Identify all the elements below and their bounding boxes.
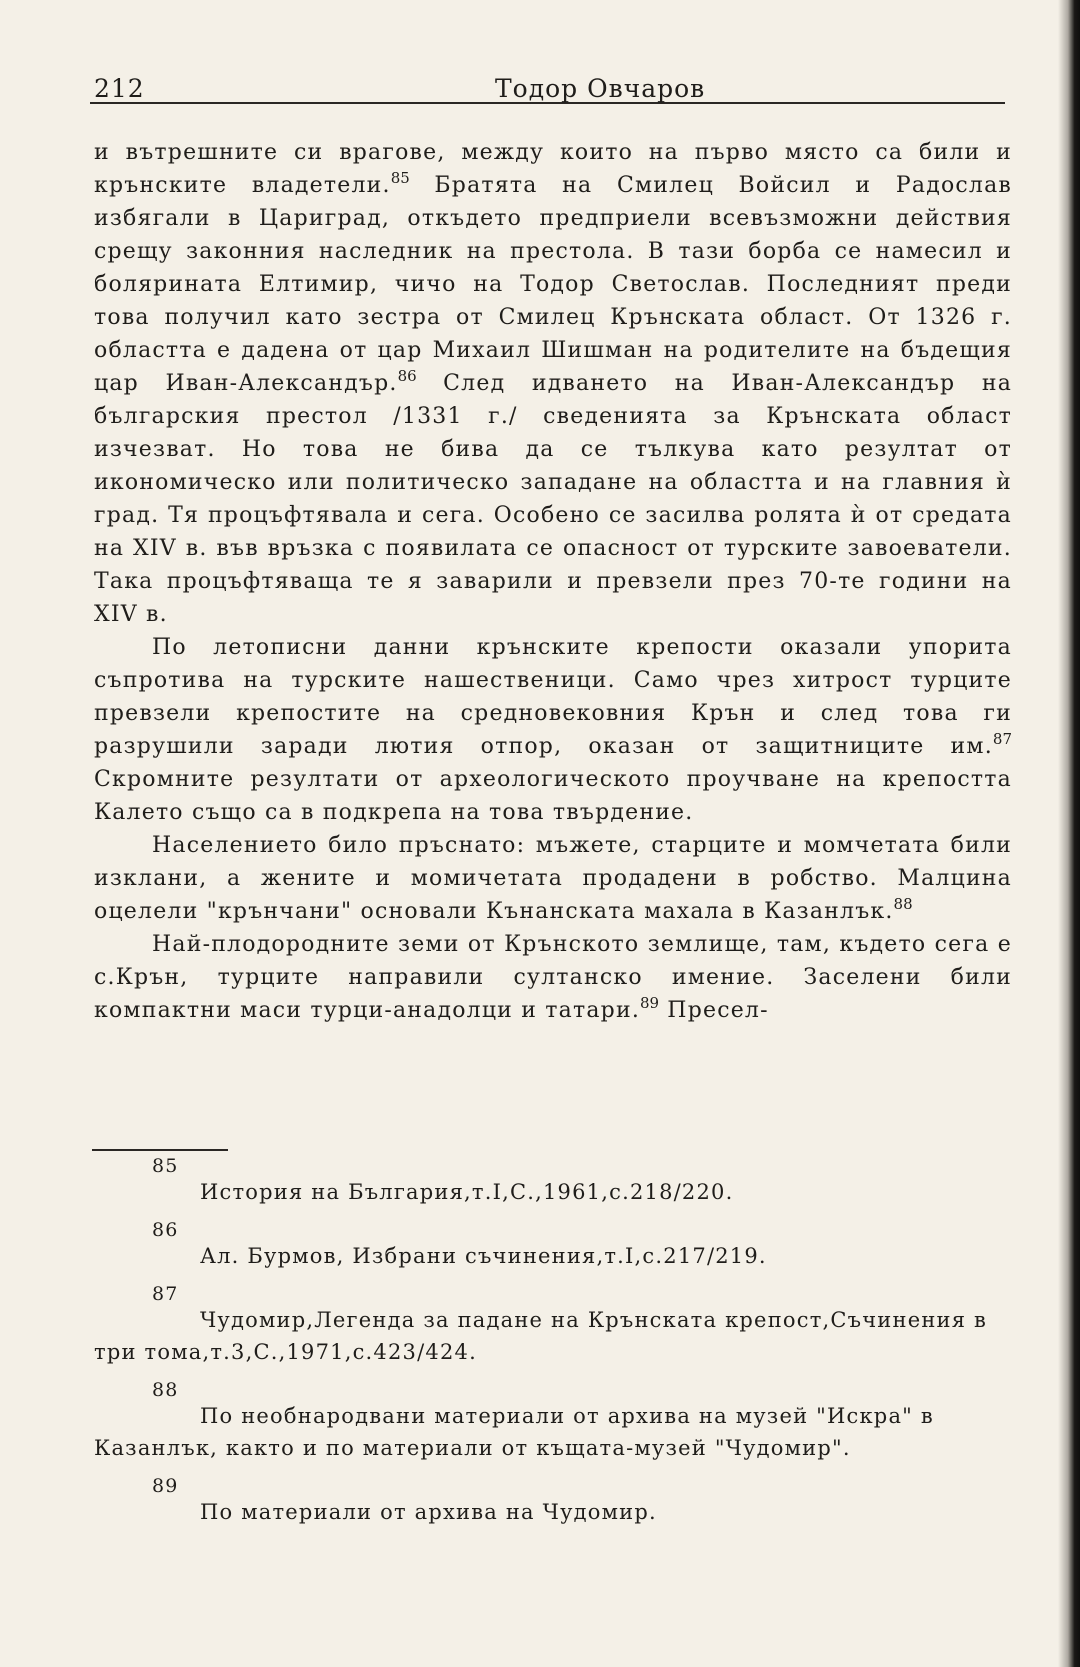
footnote-separator [92, 1149, 228, 1151]
body-text [94, 136, 1012, 1027]
footnote [94, 1220, 1012, 1272]
paragraph-text: Пресел- [659, 998, 769, 1023]
footnote-ref: 88 [893, 895, 913, 913]
paragraph-text: Най-плодородните земи от Крънското землище, там, където сега е с.Крън, турците направили султанско имение. Заселени били компактни маси турци-анадолци и татари. [94, 932, 1012, 1023]
paragraph-1 [94, 136, 1012, 631]
running-head: Тодор Овчаров [495, 74, 706, 103]
page-header [90, 68, 1005, 104]
paragraph-text: По летописни данни крънските крепости оказали упорита съпротива на турските нашественици. Само чрез хитрост турците превзели крепостите на средновековния Крън и след това ги разрушили заради лютия отпор, оказан от защитниците им. [94, 635, 1012, 759]
paragraph-text: След идването на Иван-Александър на българския престол /1331 г./ сведенията за Крънската област изчезват. Но това не бива да се тълкува като резултат от икономическо или политическо западане на областта и на главния ѝ град. Тя процъфтявала и сега. Особено се засилва ролята ѝ от средата на XIV в. във връзка с появилата се опасност от турските завоеватели. Така процъфтяваща те я заварили и превзели през 70-те години на XIV в. [94, 371, 1013, 627]
footnote [94, 1284, 1012, 1368]
footnote-number: 85 [152, 1155, 179, 1177]
paragraph-4 [94, 928, 1012, 1027]
footnote-number: 86 [152, 1219, 179, 1241]
paragraph-text: и вътрешните си врагове, между които на първо място са били и крънските владетели. [94, 140, 1012, 198]
footnote-ref: 85 [390, 169, 410, 187]
footnotes [94, 1156, 1012, 1540]
footnote-number: 87 [152, 1283, 179, 1305]
page-number: 212 [94, 74, 145, 103]
page-edge-shadow [1058, 0, 1080, 1667]
footnote-text: Чудомир,Легенда за падане на Крънската крепост,Съчинения в три тома,т.3,С.,1971,с.423/424. [94, 1308, 988, 1364]
footnote [94, 1156, 1012, 1208]
footnote-ref: 89 [640, 994, 660, 1012]
footnote-text: По материали от архива на Чудомир. [200, 1500, 657, 1524]
footnote-text: По необнародвани материали от архива на музей "Искра" в Казанлък, както и по материали от къщата-музей "Чудомир". [94, 1404, 934, 1460]
footnote-number: 88 [152, 1379, 179, 1401]
paragraph-3 [94, 829, 1012, 928]
footnote-text: История на България,т.I,С.,1961,с.218/220. [200, 1180, 734, 1204]
paragraph-text: Скромните резултати от археологическото проучване на крепостта Калето също са в подкрепа на това твърдение. [94, 767, 1012, 825]
footnote-ref: 86 [397, 367, 417, 385]
footnote [94, 1380, 1012, 1464]
footnote-text: Ал. Бурмов, Избрани съчинения,т.I,с.217/219. [200, 1244, 767, 1268]
footnote-ref: 87 [992, 730, 1012, 748]
footnote-number: 89 [152, 1475, 179, 1497]
paragraph-2 [94, 631, 1012, 829]
paragraph-text: Братята на Смилец Войсил и Радослав избягали в Цариград, откъдето предприели всевъзможни действия срещу законния наследник на престола. В тази борба се намесил и болярината Елтимир, чичо на Тодор Светослав. Последният преди това получил като зестра от Смилец Крънската област. От 1326 г. областта е дадена от цар Михаил Шишман на родителите на бъдещия цар Иван-Александър. [94, 173, 1012, 396]
footnote [94, 1476, 1012, 1528]
paragraph-text: Населението било пръснато: мъжете, старците и момчетата били изклани, а жените и момичетата продадени в робство. Малцина оцелели "крънчани" основали Кънанската махала в Казанлък. [94, 833, 1012, 924]
